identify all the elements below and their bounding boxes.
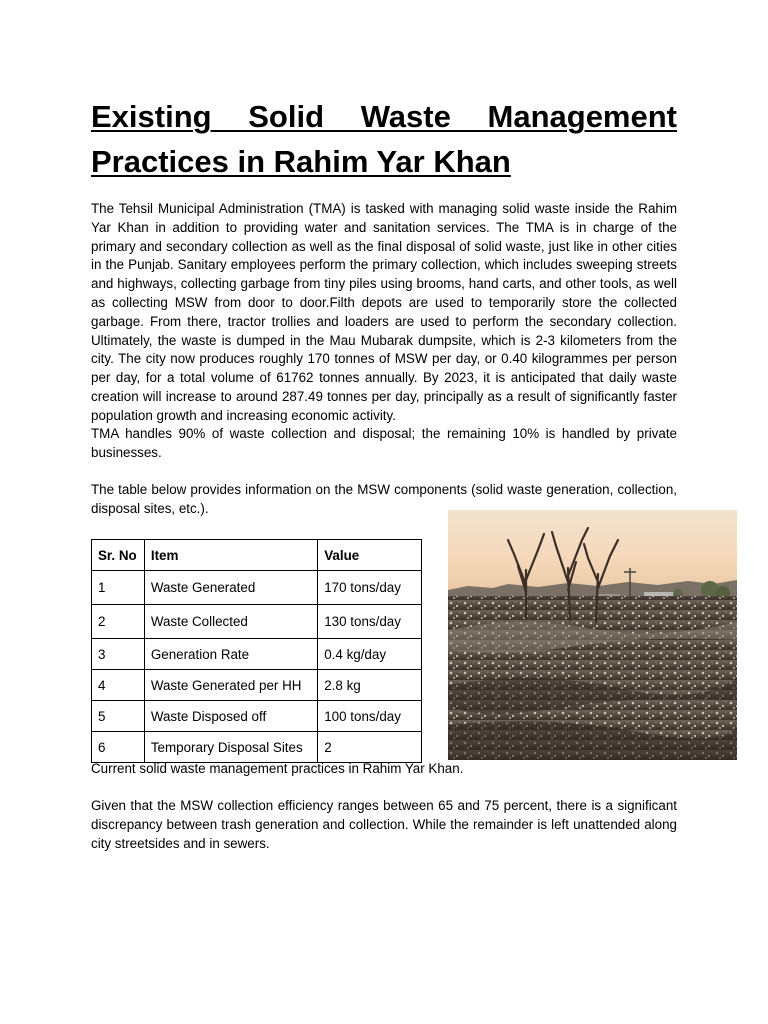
table-row — [92, 670, 422, 701]
cell-value: 2 — [318, 732, 422, 763]
header-value: Value — [318, 540, 422, 571]
cell-value: 170 tons/day — [318, 571, 422, 605]
table-row — [92, 639, 422, 670]
table-caption: Current solid waste management practices in Rahim Yar Khan. — [91, 761, 464, 776]
cell-item: Waste Collected — [144, 605, 317, 639]
msw-components-table — [91, 539, 422, 763]
cell-sr-no: 3 — [92, 639, 145, 670]
cell-sr-no: 2 — [92, 605, 145, 639]
header-sr-no: Sr. No — [92, 540, 145, 571]
cell-value: 0.4 kg/day — [318, 639, 422, 670]
cell-value: 2.8 kg — [318, 670, 422, 701]
table-intro-paragraph: The table below provides information on the MSW components (solid waste generation, collection, disposal sites, etc.). — [91, 482, 677, 516]
table-row — [92, 732, 422, 763]
page-title: Existing Solid Waste Management Practices in Rahim Yar Khan — [91, 99, 677, 179]
table-row — [92, 571, 422, 605]
cell-item: Waste Generated per HH — [144, 670, 317, 701]
cell-sr-no: 5 — [92, 701, 145, 732]
intro-paragraph: The Tehsil Municipal Administration (TMA) is tasked with managing solid waste inside the Rahim Yar Khan in addition to providing water and sanitation services. The TMA is in charge of the primary and secondary collection as well as the final disposal of solid waste, just like in other cities in the Punjab. Sanitary employees perform the primary collection, which includes sweeping streets and highways, collecting garbage from tiny piles using brooms, hand carts, and other tools, as well as collecting MSW from door to door.Filth depots are used to temporarily store the collected garbage. From there, tractor trollies and loaders are used to perform the secondary collection. Ultimately, the waste is dumped in the Mau Mubarak dumpsite, which is 2-3 kilometers from the city. The city now produces roughly 170 tonnes of MSW per day, or 0.40 kilogrammes per person per day, for a total volume of 61762 tonnes annually. By 2023, it is anticipated that daily waste creation will increase to around 287.49 tonnes per day, principally as a result of significantly faster population growth and increasing economic activity. — [91, 201, 677, 423]
cell-item: Waste Disposed off — [144, 701, 317, 732]
cell-value: 130 tons/day — [318, 605, 422, 639]
cell-item: Waste Generated — [144, 571, 317, 605]
tma-share-paragraph: TMA handles 90% of waste collection and disposal; the remaining 10% is handled by private businesses. — [91, 426, 677, 460]
table-row — [92, 701, 422, 732]
cell-sr-no: 4 — [92, 670, 145, 701]
table-header-row — [92, 540, 422, 571]
table-row — [92, 605, 422, 639]
cell-item: Temporary Disposal Sites — [144, 732, 317, 763]
dumpsite-photo — [448, 510, 737, 760]
cell-item: Generation Rate — [144, 639, 317, 670]
cell-sr-no: 1 — [92, 571, 145, 605]
header-item: Item — [144, 540, 317, 571]
cell-sr-no: 6 — [92, 732, 145, 763]
cell-value: 100 tons/day — [318, 701, 422, 732]
conclusion-paragraph: Given that the MSW collection efficiency ranges between 65 and 75 percent, there is a significant discrepancy between trash generation and collection. While the remainder is left unattended along city streetsides and in sewers. — [91, 798, 677, 851]
